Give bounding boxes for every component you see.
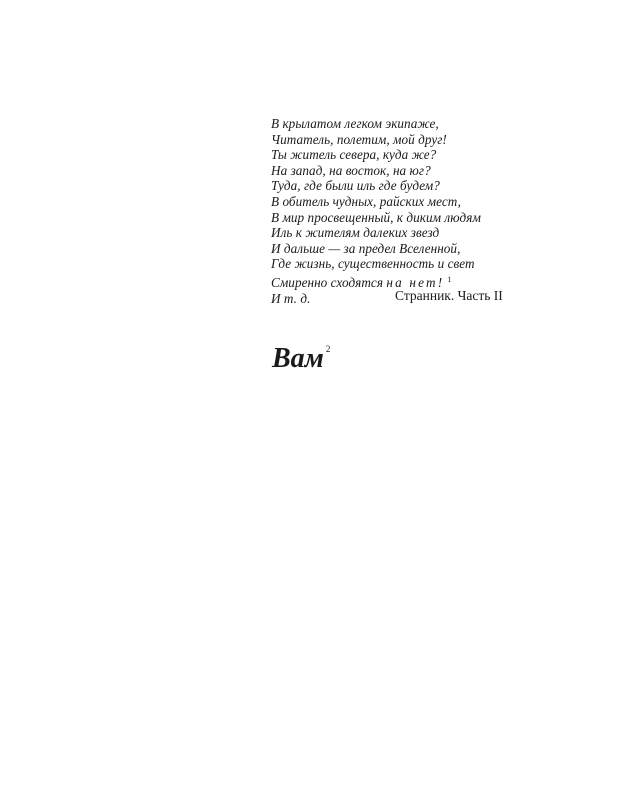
epigraph	[271, 116, 521, 306]
poem-title	[272, 332, 330, 376]
verse-line: Иль к жителям далеких звезд	[271, 225, 440, 241]
footnote-marker: 1	[447, 274, 452, 284]
epigraph-attribution: Странник. Часть II	[395, 288, 503, 303]
spaced-emphasis: на нет!	[386, 274, 445, 290]
verse-line: Где жизнь, существенность и свет	[271, 256, 475, 272]
verse-line: В обитель чудных, райских мест,	[271, 193, 461, 209]
verse-line: В крылатом легком экипаже,	[271, 116, 439, 131]
verse-line-text: Смиренно сходятся	[271, 274, 387, 290]
poem-title-text: Вам	[272, 343, 324, 374]
verse-line: На запад, на восток, на юг?	[271, 162, 431, 178]
verse-line: Ты житель севера, куда же?	[271, 147, 437, 163]
verse-line: И т. д.	[271, 290, 311, 306]
epigraph-verse	[271, 116, 521, 306]
verse-line: В мир просвещенный, к диким людям	[271, 209, 481, 225]
footnote-marker: 2	[325, 344, 331, 354]
verse-line: Туда, где были иль где будем?	[271, 178, 440, 194]
verse-line: И дальше — за предел Вселенной,	[271, 240, 461, 256]
verse-line: Читатель, полетим, мой друг!	[271, 131, 447, 147]
